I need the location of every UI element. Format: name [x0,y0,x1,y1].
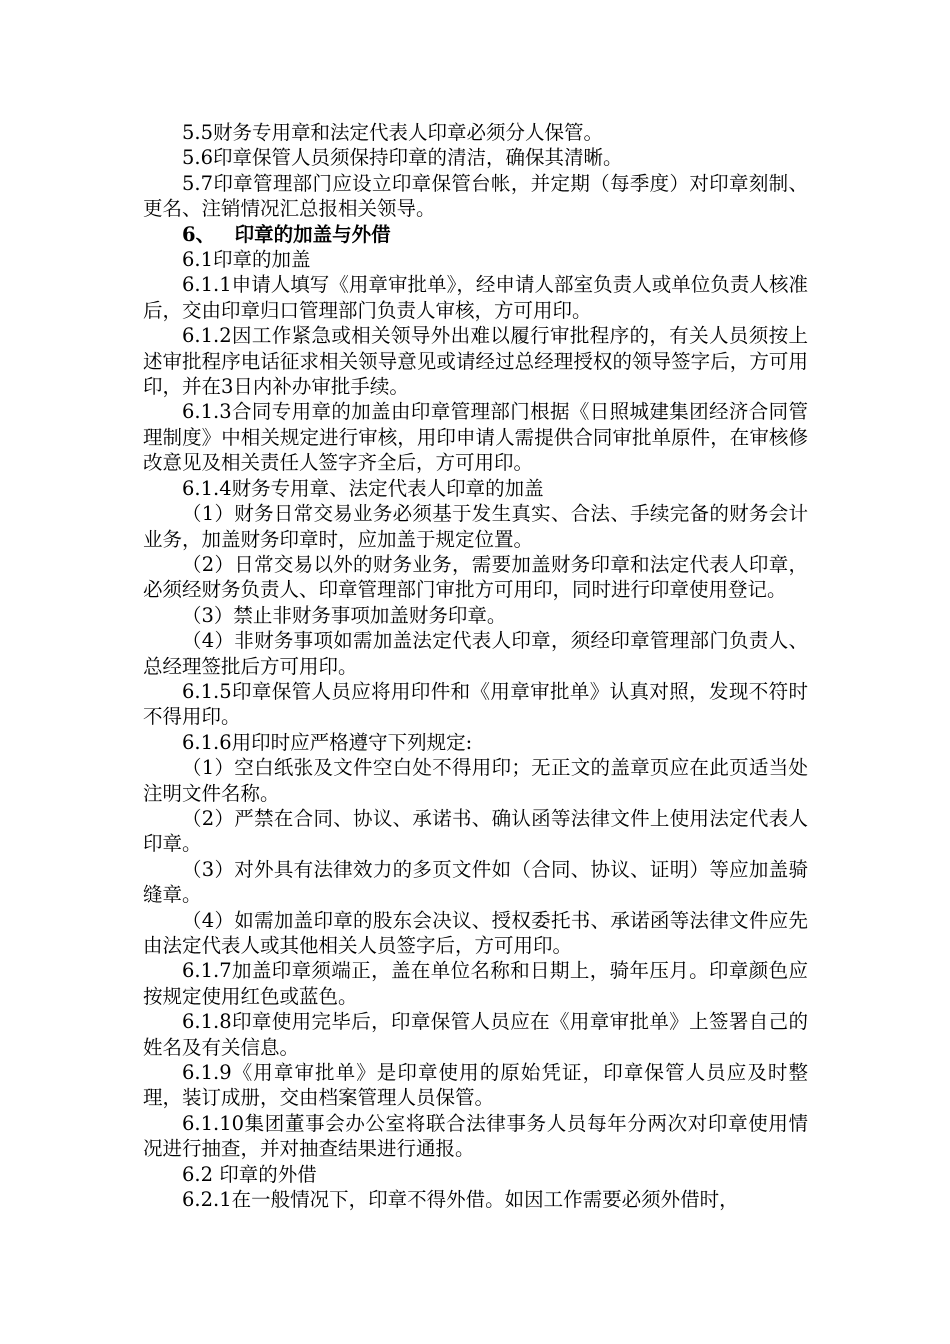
list-item-6-1-6-1: （1）空白纸张及文件空白处不得用印；无正文的盖章页应在此页适当处注明文件名称。 [143,756,808,805]
paragraph-6-1-9: 6.1.9《用章审批单》是印章使用的原始凭证，印章保管人员应及时整理，装订成册，交由档案管理人员保管。 [143,1061,808,1110]
paragraph-6-1-4: 6.1.4财务专用章、法定代表人印章的加盖 [182,476,544,500]
paragraph-5-7: 5.7印章管理部门应设立印章保管台帐，并定期（每季度）对印章刻制、更名、注销情况汇总报相关领导。 [143,171,808,221]
list-item-6-1-6-3: （3）对外具有法律效力的多页文件如（合同、协议、证明）等应加盖骑缝章。 [143,857,808,907]
paragraph-5-6: 5.6印章保管人员须保持印章的清洁，确保其清晰。 [182,146,623,170]
paragraph-5-5: 5.5财务专用章和法定代表人印章必须分人保管。 [182,121,604,144]
paragraph-6-1-1: 6.1.1申请人填写《用章审批单》，经申请人部室负责人或单位负责人核准后，交由印章归口管理部门负责人审核，方可用印。 [143,273,808,322]
list-item-6-1-6-2: （2）严禁在合同、协议、承诺书、确认函等法律文件上使用法定代表人印章。 [143,806,808,856]
paragraph-6-1-5: 6.1.5印章保管人员应将用印件和《用章审批单》认真对照，发现不符时不得用印。 [143,679,808,729]
paragraph-6-1-3: 6.1.3合同专用章的加盖由印章管理部门根据《日照城建集团经济合同管理制度》中相关规定进行审核，用印申请人需提供合同审批单原件，在审核修改意见及相关责任人签字齐全后，方可用印。 [143,400,808,475]
subsection-6-2: 6.2 印章的外借 [182,1162,317,1186]
section-title: 印章的加盖与外借 [234,222,391,246]
paragraph-6-1-6: 6.1.6用印时应严格遵守下列规定: [182,730,473,754]
paragraph-6-1-8: 6.1.8印章使用完毕后，印章保管人员应在《用章审批单》上签署自己的姓名及有关信息。 [143,1010,808,1059]
list-item-6-1-4-2: （2）日常交易以外的财务业务，需要加盖财务印章和法定代表人印章，必须经财务负责人、印章管理部门审批方可用印，同时进行印章使用登记。 [143,552,808,602]
paragraph-6-1-7: 6.1.7加盖印章须端正，盖在单位名称和日期上，骑年压月。印章颜色应按规定使用红色或蓝色。 [143,959,808,1008]
list-item-6-1-6-4: （4）如需加盖印章的股东会决议、授权委托书、承诺函等法律文件应先由法定代表人或其他相关人员签字后，方可用印。 [143,908,808,957]
section-heading-6 [143,222,808,247]
list-item-6-1-4-4: （4）非财务事项如需加盖法定代表人印章，须经印章管理部门负责人、总经理签批后方可用印。 [143,629,808,678]
document-body [143,120,808,1212]
section-number: 6、 [182,222,216,246]
paragraph-6-2-1: 6.2.1在一般情况下，印章不得外借。如因工作需要必须外借时， [182,1188,739,1212]
paragraph-6-1-10: 6.1.10集团董事会办公室将联合法律事务人员每年分两次对印章使用情况进行抽查，并对抽查结果进行通报。 [143,1111,808,1161]
subsection-6-1: 6.1印章的加盖 [182,248,311,272]
list-item-6-1-4-1: （1）财务日常交易业务必须基于发生真实、合法、手续完备的财务会计业务，加盖财务印章时，应加盖于规定位置。 [143,502,808,551]
list-item-6-1-4-3: （3）禁止非财务事项加盖财务印章。 [182,603,507,627]
paragraph-6-1-2: 6.1.2因工作紧急或相关领导外出难以履行审批程序的，有关人员须按上述审批程序电话征求相关领导意见或请经过总经理授权的领导签字后，方可用印，并在3日内补办审批手续。 [143,324,808,399]
